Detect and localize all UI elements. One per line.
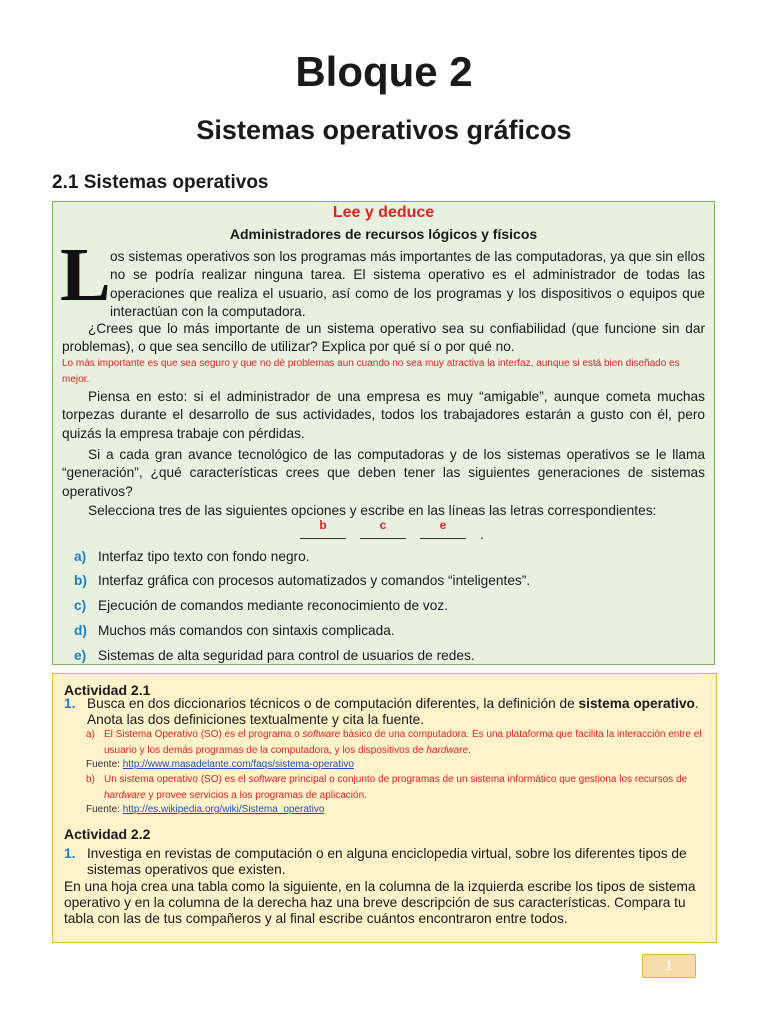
question-paragraph: ¿Crees que lo más importante de un sistema operativo sea su confiabilidad (que funcione sin dar problemas), o que sea sencillo de utilizar? Explica por qué sí o por qué no. <box>62 321 705 355</box>
activity-instruction: Investiga en revistas de computación o en alguna enciclopedia virtual, sobre los diferentes tipos de sistemas operativos que existen. <box>87 846 687 877</box>
source-b: Fuente: http://es.wikipedia.org/wiki/Sistema_operativo <box>86 804 325 815</box>
answer-text: Lo más importante es que sea seguro y que no dé problemas aun cuando no sea muy atractiva la interfaz, aunque si está bien diseñado es mejor. <box>62 358 680 385</box>
answer-line[interactable]: c <box>360 522 406 539</box>
option-item: c) Ejecución de comandos mediante reconocimiento de voz. <box>74 598 448 613</box>
answer-line[interactable]: b <box>300 522 346 539</box>
answer-lines: b c e . <box>300 522 484 546</box>
option-item: e) Sistemas de alta seguridad para control de usuarios de redes. <box>74 648 475 663</box>
option-item: a) Interfaz tipo texto con fondo negro. <box>74 549 310 564</box>
definition-a: El Sistema Operativo (SO) es el programa o software básico de una computadora. Es una plataforma que facilita la interacción entre el usuario y los demás programas de la computadora, y los dispositivos de hardware. <box>104 729 702 756</box>
think-paragraph: Piensa en esto: si el administrador de una empresa es muy “amigable”, aunque cometa muchas torpezas durante el desarrollo de sus actividades, todos los trabajadores estarán a gusto con él, pero quizás la empresa trabaje con pérdidas. <box>62 389 705 441</box>
activity-number: 1. <box>64 846 76 861</box>
activity-2-2-title: Actividad 2.2 <box>64 826 151 842</box>
generation-paragraph: Si a cada gran avance tecnológico de las computadoras y de los sistemas operativos se le llama “generación”, ¿qué características crees que deben tener las siguientes generaciones de sistemas operativos? <box>62 447 705 499</box>
page-title: Bloque 2 <box>295 48 473 95</box>
select-instruction: Selecciona tres de las siguientes opciones y escribe en las líneas las letras correspondientes: <box>88 503 657 518</box>
activity-2-1-title: Actividad 2.1 <box>64 682 151 698</box>
drop-cap: L <box>60 233 111 317</box>
activity-number: 1. <box>64 696 76 711</box>
page-subtitle: Sistemas operativos gráficos <box>196 115 572 145</box>
activity-paragraph: En una hoja crea una tabla como la siguiente, en la columna de la izquierda escribe los tipos de sistema operativo y en la columna de la derecha haz una breve descripción de sus características. Compara tu tabla con las de tus compañeros y al final escribe cuántos encontraron entre todos. <box>64 879 696 926</box>
definition-letter: a) <box>86 729 95 740</box>
answer-line[interactable]: e <box>420 522 466 539</box>
intro-paragraph: os sistemas operativos son los programas más importantes de las computadoras, ya que sin ellos no se podría realizar ninguna tarea. El sistema operativo es el administrador de todas las operaciones que realiza el usuario, así como de los programas y los dispositivos o equipos que interactúan con la computadora. <box>110 249 705 319</box>
lee-subheading: Administradores de recursos lógicos y físicos <box>229 226 538 242</box>
source-link[interactable]: http://es.wikipedia.org/wiki/Sistema_operativo <box>122 804 325 815</box>
definition-b: Un sistema operativo (SO) es el software principal o conjunto de programas de un sistema informático que gestiona los recursos de hardware y provee servicios a los programas de aplicación. <box>104 774 688 801</box>
option-item: b) Interfaz gráfica con procesos automatizados y comandos “inteligentes”. <box>74 573 531 588</box>
section-heading: 2.1 Sistemas operativos <box>52 172 269 193</box>
source-a: Fuente: http://www.masadelante.com/faqs/sistema-operativo <box>86 759 354 770</box>
page-number: 1 <box>642 954 696 978</box>
activity-instruction-2: Anota las dos definiciones textualmente y cita la fuente. <box>87 712 425 727</box>
source-link[interactable]: http://www.masadelante.com/faqs/sistema-operativo <box>122 759 354 770</box>
definition-letter: b) <box>86 774 95 785</box>
option-item: d) Muchos más comandos con sintaxis complicada. <box>74 623 395 638</box>
lee-heading: Lee y deduce <box>332 204 435 221</box>
activity-instruction: Busca en dos diccionarios técnicos o de computación diferentes, la definición de sistema operativo. <box>87 696 699 711</box>
